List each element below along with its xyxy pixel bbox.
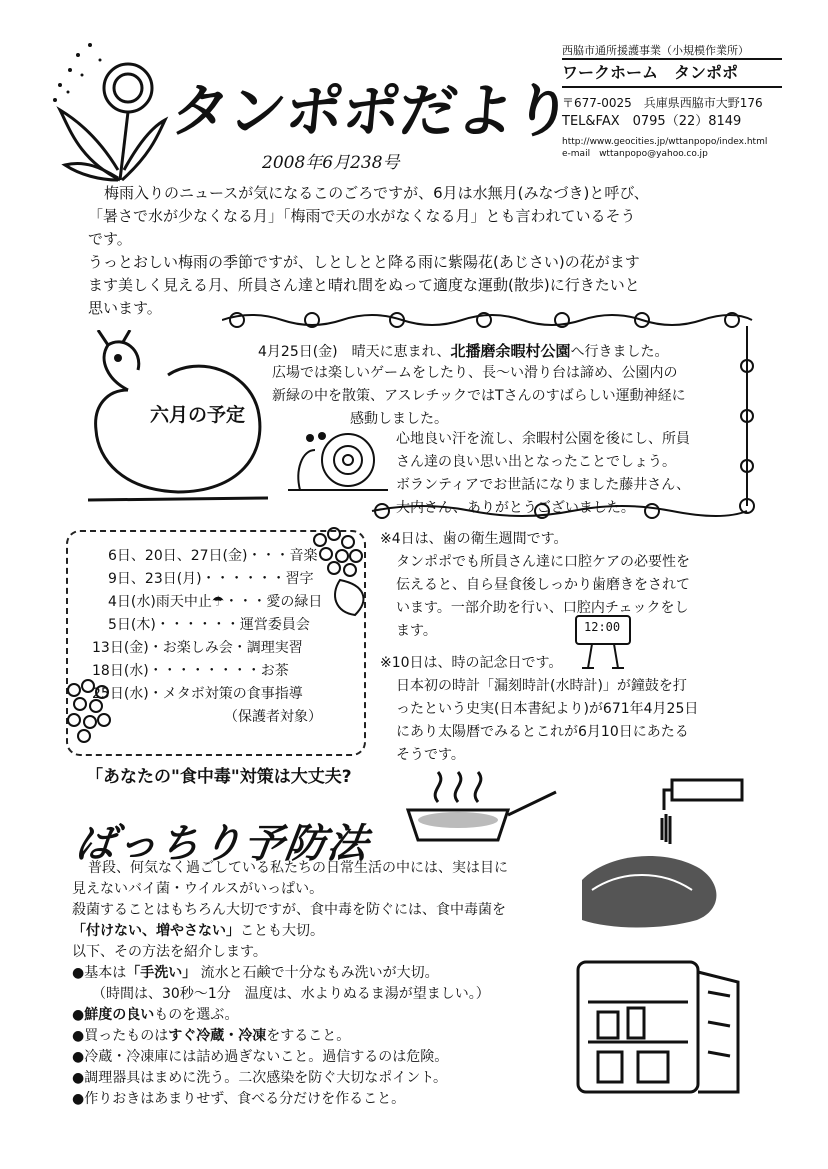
dental-line: います。一部介助を行い、口腔内チェックをし: [396, 600, 689, 616]
schedule-item: 18日(水)・・・・・・・・お茶: [92, 663, 289, 679]
food-bullet-note: （時間は、30秒〜1分 温度は、水よりぬるま湯が望ましい。）: [92, 986, 490, 1002]
frying-pan-icon: [398, 770, 558, 850]
food-emph-tail: ことも大切。: [240, 923, 324, 939]
food-bullet-utensils: ●調理器具はまめに洗う。二次感染を防ぐ大切なポイント。: [72, 1070, 447, 1086]
schedule-item: 4日(水)雨天中止☂・・・愛の緑日: [108, 594, 323, 610]
b1-pre: ●基本は: [72, 965, 127, 981]
schedule-item: 5日(木)・・・・・・運営委員会: [108, 617, 310, 633]
food-safety-body: [72, 858, 508, 1110]
schedule-item: 25日(水)・メタボ対策の食事指導: [92, 686, 303, 702]
refrigerator-icon: [568, 952, 748, 1102]
food-bullet-leftovers: ●作りおきはあまりせず、食べる分だけを作ること。: [72, 1091, 406, 1107]
clock-heading: ※10日は、時の記念日です。: [380, 655, 563, 671]
clock-line: そうです。: [396, 747, 465, 763]
intro-line: 思います。: [88, 299, 162, 317]
food-methods-intro: 以下、その方法を紹介します。: [72, 944, 267, 960]
food-body-line: 見えないバイ菌・ウイルスがいっぱい。: [72, 881, 324, 897]
dental-notice: [380, 528, 690, 643]
small-snail-icon: [280, 420, 390, 500]
issue-number: 2008年6月238号: [262, 153, 400, 173]
dental-line: 伝えると、自ら昼食後しっかり歯磨きをされて: [396, 577, 690, 593]
org-email[interactable]: e-mail wttanpopo@yahoo.co.jp: [562, 149, 708, 159]
outing-line: 心地良い汗を流し、余暇村公園を後にし、所員: [396, 431, 690, 447]
newsletter-title: タンポポだより: [167, 77, 575, 145]
intro-line: ます美しく見える月、所員さん達と晴れ間をぬって適度な運動(散歩)に行きたいと: [88, 276, 640, 294]
food-emph-line: [72, 921, 508, 942]
org-info: [562, 44, 782, 160]
b2-tail: ものを選ぶ。: [154, 1007, 239, 1023]
food-bullet-refrigerate: [72, 1026, 508, 1047]
outing-lead-tail: へ行きました。: [570, 344, 669, 360]
org-workhome-name: ワークホーム タンポポ: [562, 60, 782, 88]
food-bullet-handwash: [72, 963, 508, 984]
clock-line: 日本初の時計「漏刻時計(水時計)」が鐘鼓を打: [396, 678, 687, 694]
b3-pre: ●買ったものは: [72, 1028, 169, 1044]
food-safety-title: ばっちり予防法: [72, 821, 373, 867]
outing-line: ボランティアでお世話になりました藤井さん、: [396, 477, 691, 493]
schedule-list: [92, 545, 322, 729]
dandelion-logo-icon: [40, 30, 170, 190]
schedule-note: （保護者対象）: [224, 709, 322, 725]
food-emph: 「付けない、増やさない」: [72, 923, 240, 939]
org-name-line: 西脇市通所援護事業（小規模作業所）: [562, 44, 782, 60]
schedule-item: 9日、23日(月)・・・・・・習字: [108, 571, 314, 587]
intro-line: 「暑さで水が少なくなる月」「梅雨で天の水がなくなる月」とも言われているそう: [88, 207, 636, 225]
food-bullet-fresh: [72, 1005, 508, 1026]
outing-line: 新緑の中を散策、アスレチックではTさんのすばらしい運動神経に: [272, 388, 686, 404]
dental-line: タンポポでも所員さん達に口腔ケアの必要性を: [396, 554, 690, 570]
dental-heading: ※4日は、歯の衛生週間です。: [380, 531, 568, 547]
handwashing-icon: [572, 770, 752, 950]
intro-line: 梅雨入りのニュースが気になるこのごろですが、6月は水無月(みなづき)と呼び、: [104, 184, 649, 202]
clock-line: にあり太陽暦でみるとこれが6月10日にあたる: [396, 724, 689, 740]
schedule-item: 13日(金)・お楽しみ会・調理実習: [92, 640, 303, 656]
outing-line: さん達の良い思い出となったことでしょう。: [396, 454, 676, 470]
outing-line: 大内さん、ありがとうございました。: [396, 500, 635, 516]
intro-line: です。: [88, 230, 132, 248]
food-bullet-fridge: ●冷蔵・冷凍庫には詰め過ぎないこと。過信するのは危険。: [72, 1049, 449, 1065]
intro-paragraph: [88, 182, 649, 320]
b3-emph: すぐ冷蔵・冷凍: [168, 1028, 267, 1044]
food-body-line: 普段、何気なく過ごしている私たちの日常生活の中には、実は目に: [88, 860, 508, 876]
outing-line: 広場では楽しいゲームをしたり、長〜い滑り台は諦め、公園内の: [272, 365, 678, 381]
food-safety-question: 「あなたの"食中毒"対策は大丈夫?: [86, 767, 352, 787]
clock-display: 12:00: [584, 620, 621, 634]
b1-emph: 「手洗い」: [126, 965, 197, 981]
b3-tail: をすること。: [266, 1028, 351, 1044]
b1-tail: 流水と石鹸で十分なもみ洗いが大切。: [200, 965, 439, 981]
intro-line: うっとおしい梅雨の季節ですが、しとしとと降る雨に紫陽花(あじさい)の花がます: [88, 253, 640, 271]
b2-emph: ●鮮度の良い: [72, 1007, 155, 1023]
food-body-line: 殺菌することはもちろん大切ですが、食中毒を防ぐには、食中毒菌を: [72, 902, 506, 918]
outing-date: 4月25日(金) 晴天に恵まれ、: [258, 344, 451, 360]
clock-line: ったという史実(日本書紀より)が671年4月25日: [396, 701, 699, 717]
outing-lead: [258, 340, 669, 364]
dental-line: ます。: [396, 623, 437, 639]
org-postal: 〒677-0025 兵庫県西脇市大野176: [562, 96, 763, 110]
schedule-item: 6日、20日、27日(金)・・・音楽: [108, 548, 318, 564]
outing-body-b: [396, 428, 690, 520]
outing-place: 北播磨余暇村公園: [450, 342, 571, 360]
org-tel: TEL&FAX 0795（22）8149: [562, 114, 742, 129]
clock-notice: [380, 652, 698, 767]
org-url[interactable]: http://www.geocities.jp/wttanpopo/index.html: [562, 137, 768, 147]
schedule-heading: 六月の予定: [150, 404, 246, 426]
outing-body-a: [272, 362, 686, 431]
outing-line: 感動しました。: [350, 411, 448, 427]
